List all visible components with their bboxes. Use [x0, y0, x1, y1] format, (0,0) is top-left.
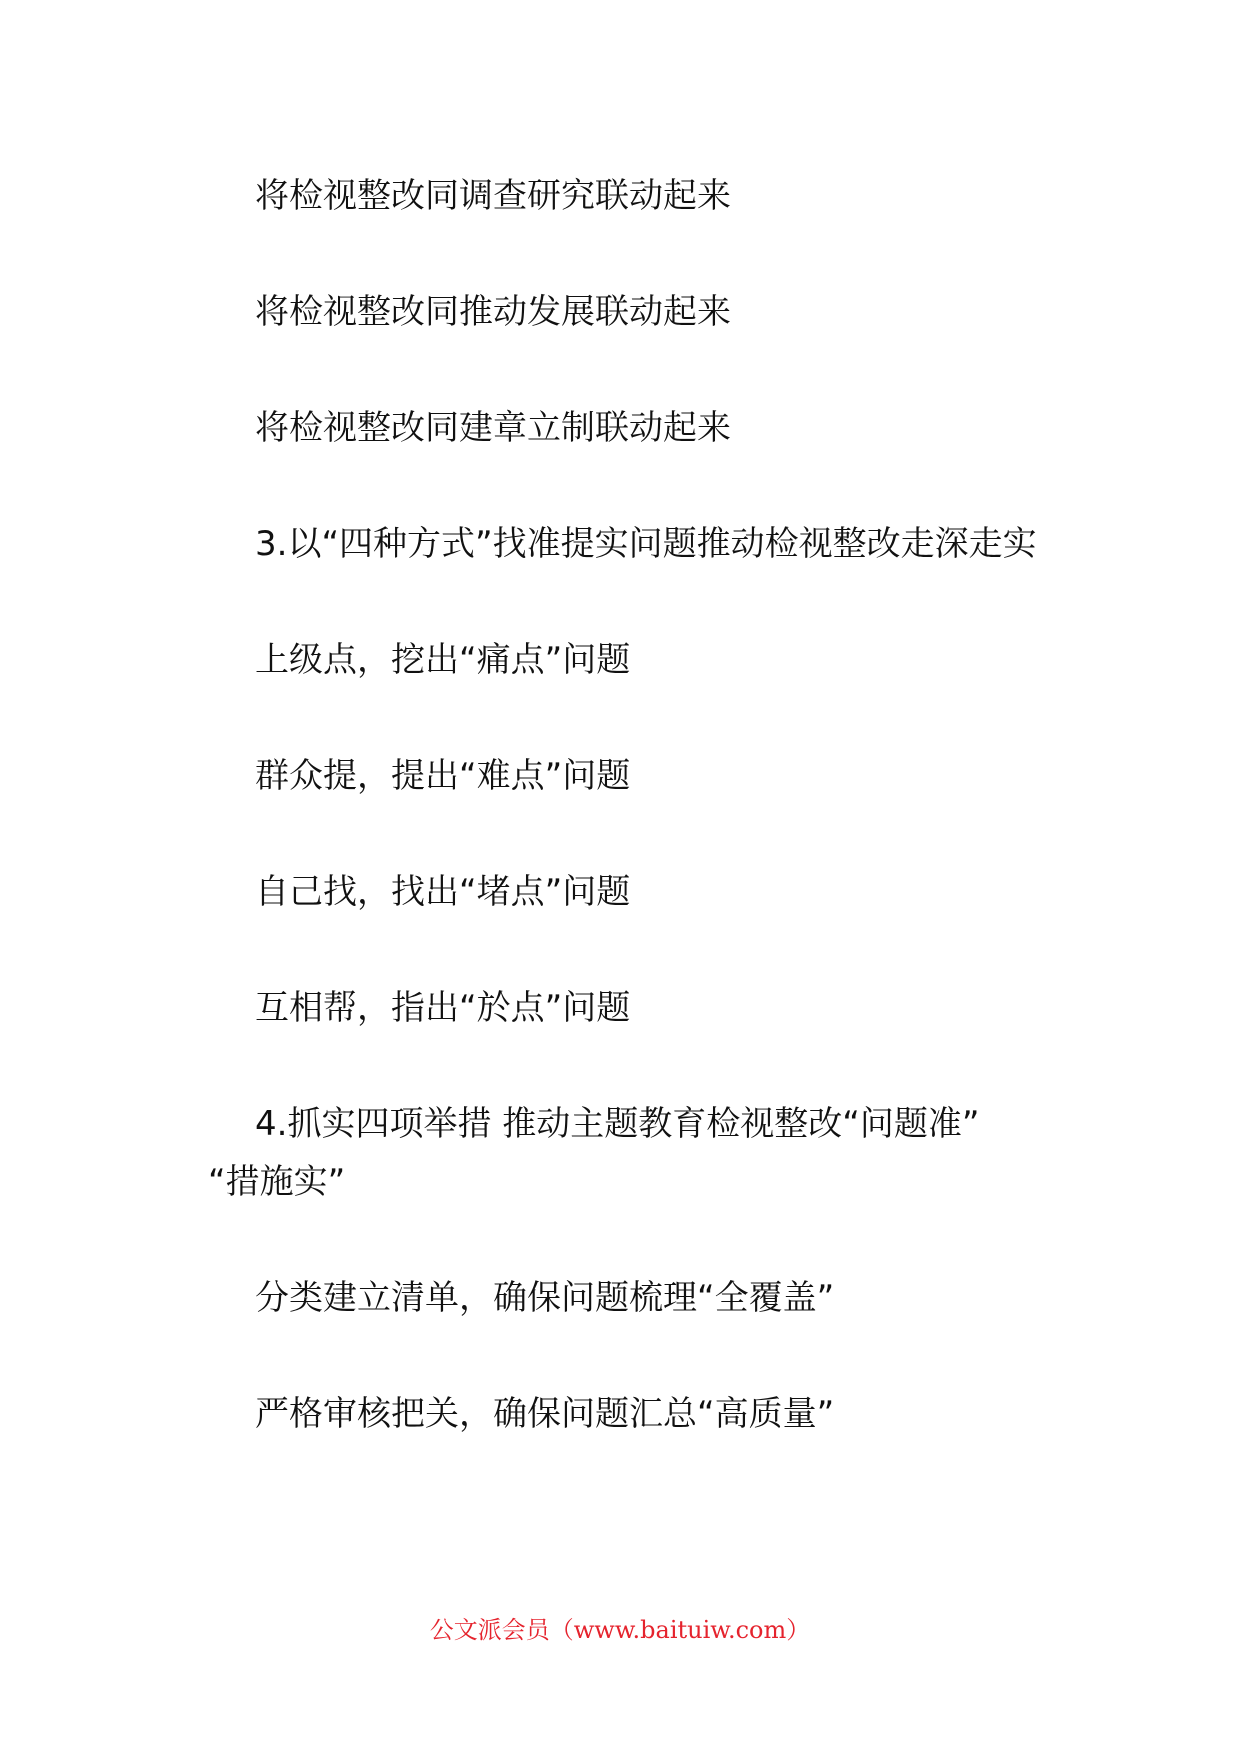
body-line-1: 将检视整改同调查研究联动起来	[255, 176, 731, 216]
section-heading-4: 4.抓实四项举措 推动主题教育检视整改“问题准”	[255, 1104, 980, 1144]
body-line-3: 将检视整改同建章立制联动起来	[255, 408, 731, 448]
body-line-6: 自己找，找出“堵点”问题	[255, 872, 631, 912]
body-line-7: 互相帮，指出“於点”问题	[255, 988, 631, 1028]
body-line-2: 将检视整改同推动发展联动起来	[255, 292, 731, 332]
section-heading-3: 3.以“四种方式”找准提实问题推动检视整改走深走实	[255, 524, 1037, 564]
section-heading-4-continued: “措施实”	[208, 1162, 346, 1202]
body-line-4: 上级点，挖出“痛点”问题	[255, 640, 631, 680]
body-line-5: 群众提，提出“难点”问题	[255, 756, 631, 796]
body-line-8: 分类建立清单，确保问题梳理“全覆盖”	[255, 1278, 835, 1318]
footer-watermark-link[interactable]: 公文派会员（www.baituiw.com）	[429, 1616, 811, 1644]
body-line-9: 严格审核把关，确保问题汇总“高质量”	[255, 1394, 835, 1434]
